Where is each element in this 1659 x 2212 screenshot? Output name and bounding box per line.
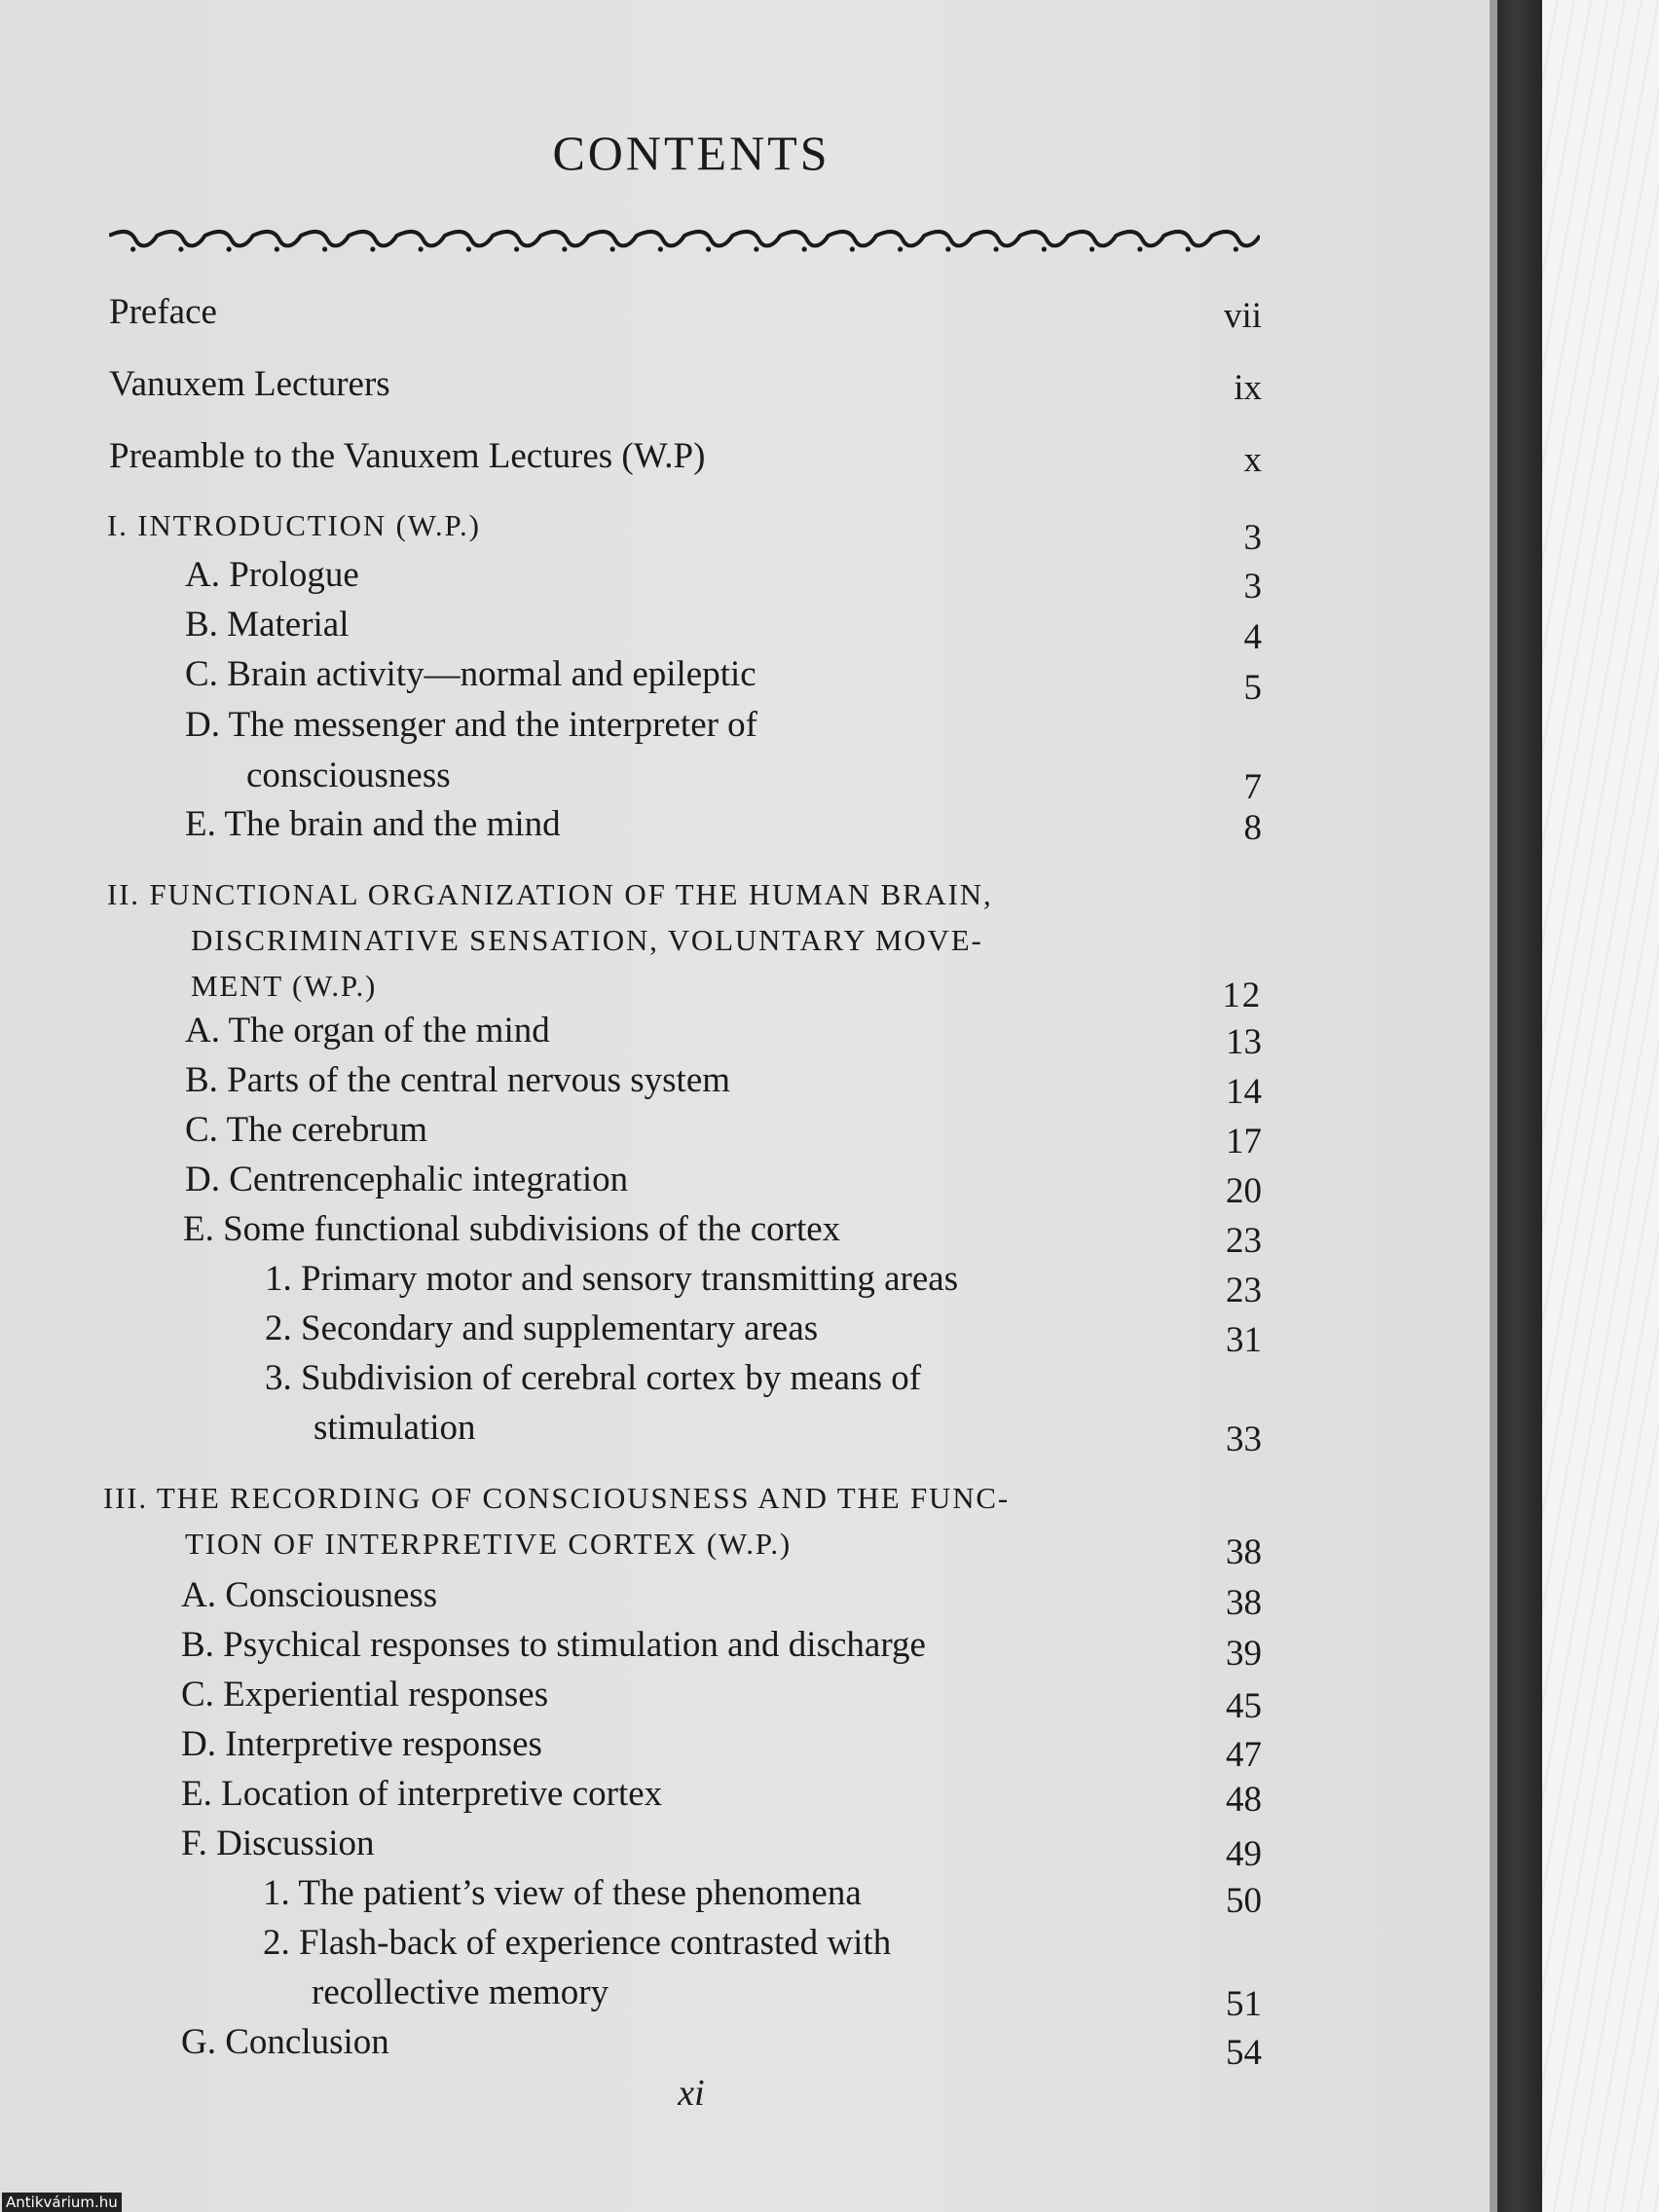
toc-section[interactable]: B. Parts of the central nervous system	[185, 1060, 731, 1100]
toc-page-number: 3	[1243, 518, 1262, 558]
toc-section[interactable]: A. Consciousness	[181, 1575, 438, 1615]
toc-page-number: 49	[1226, 1834, 1262, 1874]
toc-page-number: 14	[1226, 1072, 1262, 1112]
toc-section-continuation[interactable]: consciousness	[246, 756, 451, 795]
toc-section[interactable]: C. The cerebrum	[185, 1110, 427, 1150]
page-title: CONTENTS	[552, 126, 830, 180]
toc-section[interactable]: B. Material	[185, 605, 350, 645]
toc-page-number: 33	[1226, 1419, 1262, 1459]
toc-section[interactable]: E. Location of interpretive cortex	[181, 1774, 663, 1814]
toc-page-number: ix	[1234, 368, 1262, 408]
toc-subsection[interactable]: 1. Primary motor and sensory transmitting areas	[265, 1259, 959, 1299]
toc-page-number: 7	[1243, 767, 1262, 807]
toc-page-number: 17	[1226, 1122, 1262, 1161]
toc-subsection[interactable]: 2. Secondary and supplementary areas	[265, 1309, 819, 1348]
page-folio: xi	[678, 2073, 705, 2114]
toc-entry-preface[interactable]: Preface	[109, 292, 217, 332]
toc-page-number: 48	[1226, 1780, 1262, 1820]
toc-section[interactable]: A. Prologue	[185, 555, 359, 595]
toc-page-number: 5	[1243, 668, 1262, 708]
toc-section[interactable]: A. The organ of the mind	[185, 1011, 550, 1051]
toc-section[interactable]: C. Experiential responses	[181, 1675, 549, 1714]
toc-section[interactable]: D. The messenger and the interpreter of	[185, 705, 758, 745]
toc-page-number: 4	[1243, 617, 1262, 657]
toc-section[interactable]: D. Centrencephalic integration	[185, 1160, 629, 1199]
toc-page-number: 31	[1226, 1320, 1262, 1360]
toc-page-number: 38	[1226, 1532, 1262, 1572]
toc-chapter-continuation[interactable]: TION OF INTERPRETIVE CORTEX (W.P.)	[185, 1527, 793, 1561]
toc-page-number: 12	[1222, 976, 1262, 1015]
toc-page-number: 45	[1226, 1686, 1262, 1726]
toc-chapter-continuation[interactable]: DISCRIMINATIVE SENSATION, VOLUNTARY MOVE-	[191, 923, 983, 957]
toc-chapter-2[interactable]: II. FUNCTIONAL ORGANIZATION OF THE HUMAN BRAIN,	[107, 877, 993, 911]
toc-chapter-1[interactable]: I. INTRODUCTION (W.P.)	[107, 508, 481, 542]
toc-page-number: 3	[1243, 567, 1262, 607]
watermark-text: Antikvárium.hu	[2, 2193, 122, 2212]
toc-page-number: vii	[1223, 296, 1262, 336]
toc-page-number: x	[1243, 440, 1262, 480]
book-cover-spine	[1497, 0, 1542, 2212]
toc-chapter-continuation[interactable]: MENT (W.P.)	[191, 969, 378, 1003]
toc-page-number: 39	[1226, 1634, 1262, 1674]
toc-entry-preamble[interactable]: Preamble to the Vanuxem Lectures (W.P)	[109, 436, 706, 476]
toc-section[interactable]: E. The brain and the mind	[185, 804, 561, 844]
toc-page-number: 47	[1226, 1735, 1262, 1775]
background-surface	[1542, 0, 1659, 2212]
toc-section[interactable]: F. Discussion	[181, 1824, 375, 1863]
toc-subsection-continuation[interactable]: recollective memory	[312, 1972, 609, 2012]
toc-chapter-3[interactable]: III. THE RECORDING OF CONSCIOUSNESS AND THE FUNC-	[103, 1481, 1011, 1515]
toc-section[interactable]: B. Psychical responses to stimulation and discharge	[181, 1625, 926, 1665]
toc-page-number: 51	[1226, 1984, 1262, 2024]
toc-section[interactable]: D. Interpretive responses	[181, 1724, 542, 1764]
toc-page-number: 8	[1243, 808, 1262, 848]
toc-section[interactable]: C. Brain activity—normal and epileptic	[185, 654, 756, 694]
toc-page-number: 13	[1226, 1022, 1262, 1062]
toc-page-number: 54	[1226, 2033, 1262, 2073]
toc-section[interactable]: E. Some functional subdivisions of the cortex	[183, 1209, 841, 1249]
toc-section[interactable]: G. Conclusion	[181, 2022, 389, 2062]
toc-entry-vanuxem-lecturers[interactable]: Vanuxem Lecturers	[109, 364, 390, 404]
toc-page-number: 23	[1226, 1271, 1262, 1310]
toc-subsection[interactable]: 3. Subdivision of cerebral cortex by means of	[265, 1358, 922, 1398]
toc-page-number: 20	[1226, 1171, 1262, 1211]
toc-page-number: 38	[1226, 1583, 1262, 1623]
toc-page-number: 23	[1226, 1221, 1262, 1261]
toc-subsection[interactable]: 2. Flash-back of experience contrasted with	[263, 1923, 892, 1963]
toc-subsection-continuation[interactable]: stimulation	[313, 1408, 476, 1448]
toc-subsection[interactable]: 1. The patient’s view of these phenomena	[263, 1873, 862, 1913]
toc-page-number: 50	[1226, 1881, 1262, 1921]
